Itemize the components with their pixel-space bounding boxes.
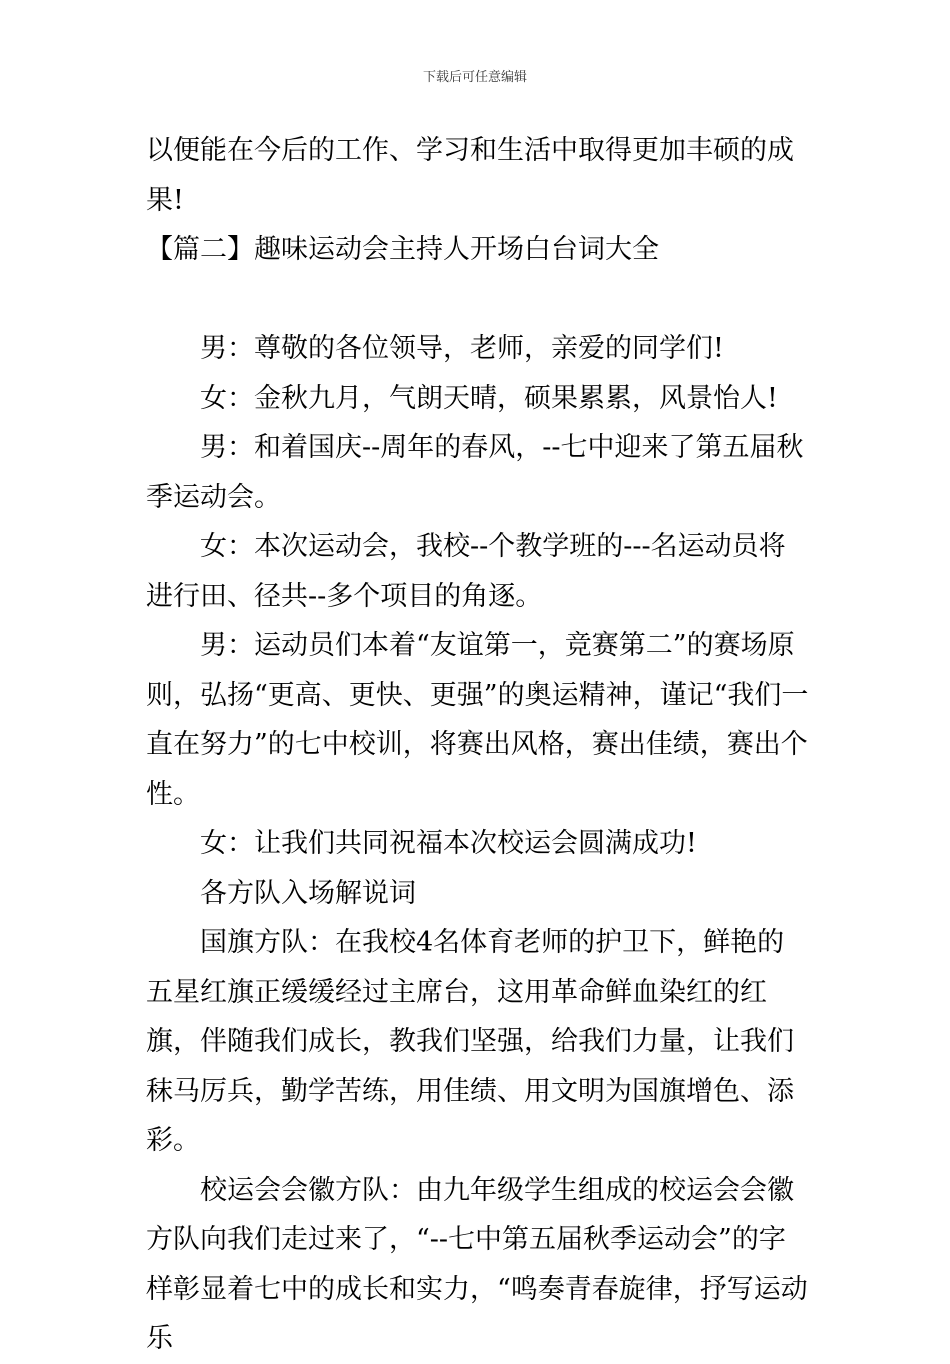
paragraph: 女：金秋九月，气朗天晴，硕果累累，风景怡人! — [200, 382, 778, 414]
header-note: 下载后可任意编辑 — [422, 70, 527, 85]
blank-line — [146, 275, 810, 325]
paragraph: 女：本次运动会，我校--个教学班的---名运动员将进行田、径共--多个项目的角逐。 — [146, 531, 786, 612]
document-body — [146, 126, 810, 1364]
paragraph: 女：让我们共同祝福本次校运会圆满成功! — [200, 828, 697, 859]
subheading: 各方队入场解说词 — [200, 877, 416, 909]
paragraph: 男：运动员们本着“友谊第一，竞赛第二”的赛场原则，弘扬“更高、更快、更强”的奥运精神，谨记“我们一直在努力”的七中校训，将赛出风格，赛出佳绩，赛出个性。 — [146, 630, 809, 810]
section-title: 【篇二】趣味运动会主持人开场白台词大全 — [146, 234, 659, 265]
paragraph: 校运会会徽方队：由九年级学生组成的校运会会徽方队向我们走过来了，“--七中第五届秋季运动会”的字样彰显着七中的成长和实力，“鸣奏青春旋律，抒写运动乐 — [146, 1174, 808, 1354]
paragraph: 国旗方队：在我校4名体育老师的护卫下，鲜艳的五星红旗正缓缓经过主席台，这用革命鲜血染红的红旗，伴随我们成长，教我们坚强，给我们力量，让我们秣马厉兵，勤学苦练，用佳绩、用文明为国旗增色、添彩。 — [146, 927, 794, 1156]
paragraph: 男：和着国庆--周年的春风，--七中迎来了第五届秋季运动会。 — [146, 432, 804, 513]
paragraph: 男：尊敬的各位领导，老师，亲爱的同学们! — [200, 333, 724, 364]
lead-line: 以便能在今后的工作、学习和生活中取得更加丰硕的成果! — [146, 135, 794, 216]
